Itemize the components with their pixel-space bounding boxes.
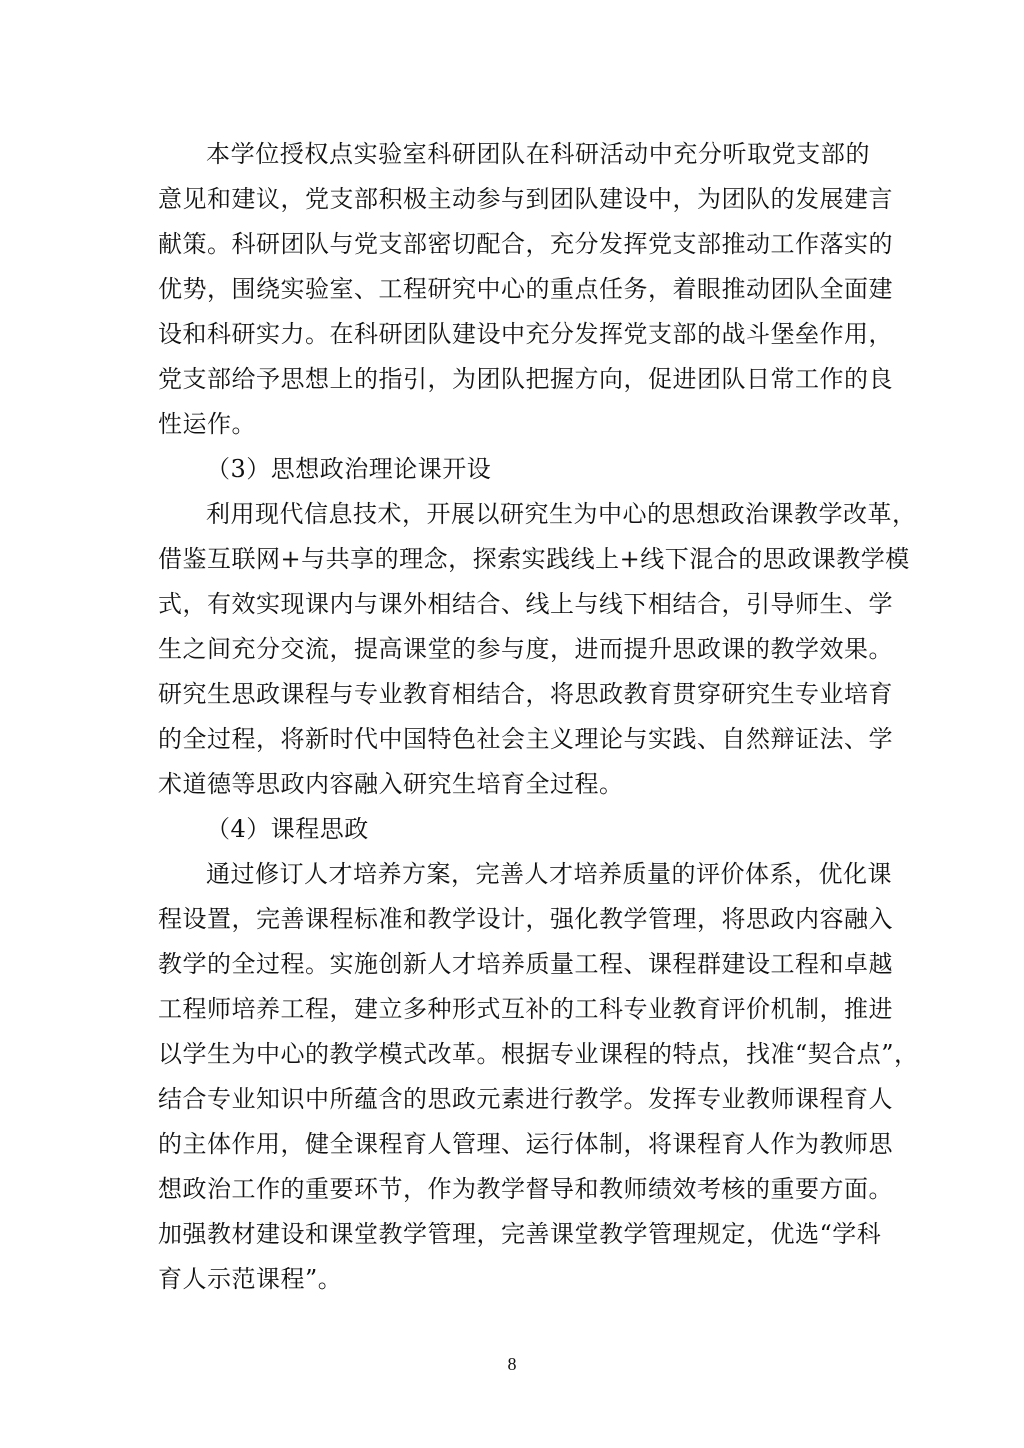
paragraph-party-branch xyxy=(158,132,893,447)
text-line: 献策。科研团队与党支部密切配合，充分发挥党支部推动工作落实的 xyxy=(158,230,893,258)
text-line: 通过修订人才培养方案，完善人才培养质量的评价体系，优化课 xyxy=(206,860,892,888)
text-line: 教学的全过程。实施创新人才培养质量工程、课程群建设工程和卓越 xyxy=(158,950,893,978)
text-line: 想政治工作的重要环节，作为教学督导和教师绩效考核的重要方面。 xyxy=(158,1175,893,1203)
text-line: 生之间充分交流，提高课堂的参与度，进而提升思政课的教学效果。 xyxy=(158,635,893,663)
heading-text: （3）思想政治理论课开设 xyxy=(206,455,492,483)
text-line: 借鉴互联网+与共享的理念，探索实践线上+线下混合的思政课教学模 xyxy=(158,545,910,573)
text-line: 的全过程，将新时代中国特色社会主义理论与实践、自然辩证法、学 xyxy=(158,725,893,753)
text-line: 性运作。 xyxy=(158,410,256,438)
text-line: 党支部给予思想上的指引，为团队把握方向，促进团队日常工作的良 xyxy=(158,365,893,393)
text-line: 术道德等思政内容融入研究生培育全过程。 xyxy=(158,770,624,798)
text-line: 优势，围绕实验室、工程研究中心的重点任务，着眼推动团队全面建 xyxy=(158,275,893,303)
text-line: 结合专业知识中所蕴含的思政元素进行教学。发挥专业教师课程育人 xyxy=(158,1085,893,1113)
heading-text: （4）课程思政 xyxy=(206,815,369,843)
text-line: 研究生思政课程与专业教育相结合，将思政教育贯穿研究生专业培育 xyxy=(158,680,893,708)
text-line: 设和科研实力。在科研团队建设中充分发挥党支部的战斗堡垒作用， xyxy=(158,320,893,348)
text-line: 意见和建议，党支部积极主动参与到团队建设中，为团队的发展建言 xyxy=(158,185,893,213)
paragraph-ideological-course xyxy=(158,492,917,807)
text-line: 的主体作用，健全课程育人管理、运行体制，将课程育人作为教师思 xyxy=(158,1130,893,1158)
text-line: 育人示范课程”。 xyxy=(158,1265,343,1293)
document-body xyxy=(158,132,919,1302)
text-line: 以学生为中心的教学模式改革。根据专业课程的特点，找准“契合点”， xyxy=(158,1040,919,1068)
section-heading-4 xyxy=(158,807,870,852)
paragraph-course-ideology xyxy=(158,852,919,1302)
text-line: 加强教材建设和课堂教学管理，完善课堂教学管理规定，优选“学科 xyxy=(158,1220,882,1248)
text-line: 本学位授权点实验室科研团队在科研活动中充分听取党支部的 xyxy=(206,140,870,168)
text-line: 工程师培养工程，建立多种形式互补的工科专业教育评价机制，推进 xyxy=(158,995,893,1023)
section-heading-3 xyxy=(158,447,870,492)
page-number: 8 xyxy=(507,1354,517,1374)
text-line: 式，有效实现课内与课外相结合、线上与线下相结合，引导师生、学 xyxy=(158,590,893,618)
text-line: 利用现代信息技术，开展以研究生为中心的思想政治课教学改革， xyxy=(206,500,917,528)
text-line: 程设置，完善课程标准和教学设计，强化教学管理，将思政内容融入 xyxy=(158,905,893,933)
